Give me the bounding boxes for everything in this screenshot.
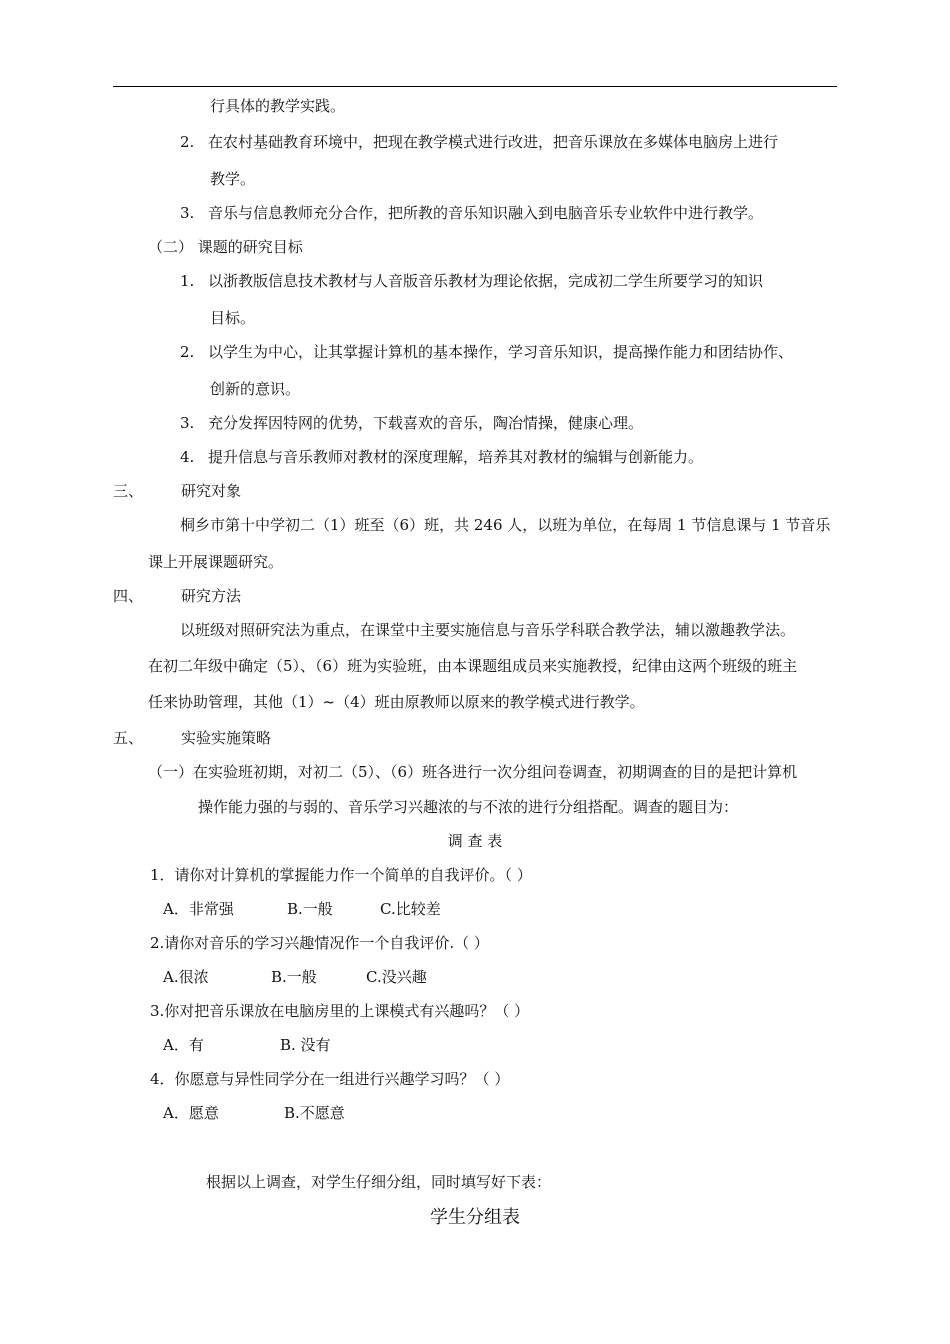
section-title: 研究对象 <box>181 482 242 500</box>
goal-item-2 <box>180 342 793 362</box>
survey-options-2 <box>163 967 427 987</box>
group-table-title: 学生分组表 <box>430 1207 520 1228</box>
option-a: A．有 <box>163 1036 204 1054</box>
subsection-heading: （二） 课题的研究目标 <box>148 238 303 256</box>
option-c: C.比较差 <box>380 900 441 918</box>
option-a: A．愿意 <box>163 1104 219 1122</box>
section-number: 四、 <box>113 587 144 605</box>
survey-options-1 <box>163 899 441 919</box>
text-line: 操作能力强的与弱的、音乐学习兴趣浓的与不浓的进行分组搭配。调查的题目为： <box>198 798 739 816</box>
section-title: 实验实施策略 <box>181 729 272 747</box>
section-number: 三、 <box>113 482 144 500</box>
option-b: B.一般 <box>271 968 317 986</box>
survey-question-3: 3.你对把音乐课放在电脑房里的上课模式有兴趣吗？（ ） <box>150 1002 530 1020</box>
option-a: A．非常强 <box>163 900 234 918</box>
list-text: 音乐与信息教师充分合作，把所教的音乐知识融入到电脑音乐专业软件中进行教学。 <box>208 204 764 222</box>
text-line: （一）在实验班初期，对初二（5）、（6）班各进行一次分组问卷调查，初期调查的目的是把计算机 <box>148 763 798 781</box>
option-c: C.没兴趣 <box>366 968 427 986</box>
option-b: B. 没有 <box>280 1036 331 1054</box>
survey-question-4: 4．你愿意与异性同学分在一组进行兴趣学习吗？（ ） <box>150 1070 510 1088</box>
text-line: 在初二年级中确定（5）、（6）班为实验班，由本课题组成员来实施教授，纪律由这两个班级的班主 <box>148 657 798 675</box>
list-item-2 <box>180 132 778 152</box>
section-heading-4 <box>113 586 241 606</box>
goal-item-1 <box>180 271 763 291</box>
list-number: 3. <box>180 414 195 432</box>
list-text: 以浙教版信息技术教材与人音版音乐教材为理论依据，完成初二学生所要学习的知识 <box>208 272 764 290</box>
survey-question-2: 2.请你对音乐的学习兴趣情况作一个自我评价.（ ） <box>150 934 489 952</box>
section-heading-3 <box>113 481 241 501</box>
list-number: 1. <box>180 272 195 290</box>
survey-question-1: 1．请你对计算机的掌握能力作一个简单的自我评价。（ ） <box>150 866 532 884</box>
header-rule <box>113 86 837 87</box>
text-line: 教学。 <box>210 170 256 188</box>
goal-item-4 <box>180 447 703 467</box>
list-number: 3. <box>180 204 195 222</box>
text-line: 目标。 <box>210 309 256 327</box>
list-number: 4. <box>180 448 195 466</box>
list-number: 2. <box>180 343 195 361</box>
text-line: 根据以上调查，对学生仔细分组，同时填写好下表： <box>206 1173 552 1191</box>
list-number: 2. <box>180 133 195 151</box>
list-text: 充分发挥因特网的优势，下载喜欢的音乐，陶冶情操，健康心理。 <box>208 414 644 432</box>
option-a: A.很浓 <box>163 968 209 986</box>
survey-options-4 <box>163 1103 345 1123</box>
option-b: B.不愿意 <box>284 1104 345 1122</box>
survey-title: 调 查 表 <box>447 832 503 850</box>
survey-options-3 <box>163 1035 331 1055</box>
list-text: 在农村基础教育环境中，把现在教学模式进行改进，把音乐课放在多媒体电脑房上进行 <box>208 133 779 151</box>
section-heading-5 <box>113 728 271 748</box>
list-text: 提升信息与音乐教师对教材的深度理解，培养其对教材的编辑与创新能力。 <box>208 448 704 466</box>
list-item-3 <box>180 203 763 223</box>
section-title: 研究方法 <box>181 587 242 605</box>
option-b: B.一般 <box>287 900 333 918</box>
text-line: 以班级对照研究法为重点，在课堂中主要实施信息与音乐学科联合教学法，辅以激趣教学法。 <box>180 621 796 639</box>
list-text: 以学生为中心，让其掌握计算机的基本操作，学习音乐知识，提高操作能力和团结协作、 <box>208 343 794 361</box>
text-line: 任来协助管理，其他（1）~（4）班由原教师以原来的教学模式进行教学。 <box>148 693 645 711</box>
text-line: 桐乡市第十中学初二（1）班至（6）班，共 246 人，以班为单位，在每周 1 节信息课与 1 节音乐 <box>180 516 831 534</box>
text-line: 课上开展课题研究。 <box>148 553 284 571</box>
section-number: 五、 <box>113 729 144 747</box>
text-line: 创新的意识。 <box>210 380 301 398</box>
goal-item-3 <box>180 413 643 433</box>
text-line: 行具体的教学实践。 <box>210 97 346 115</box>
